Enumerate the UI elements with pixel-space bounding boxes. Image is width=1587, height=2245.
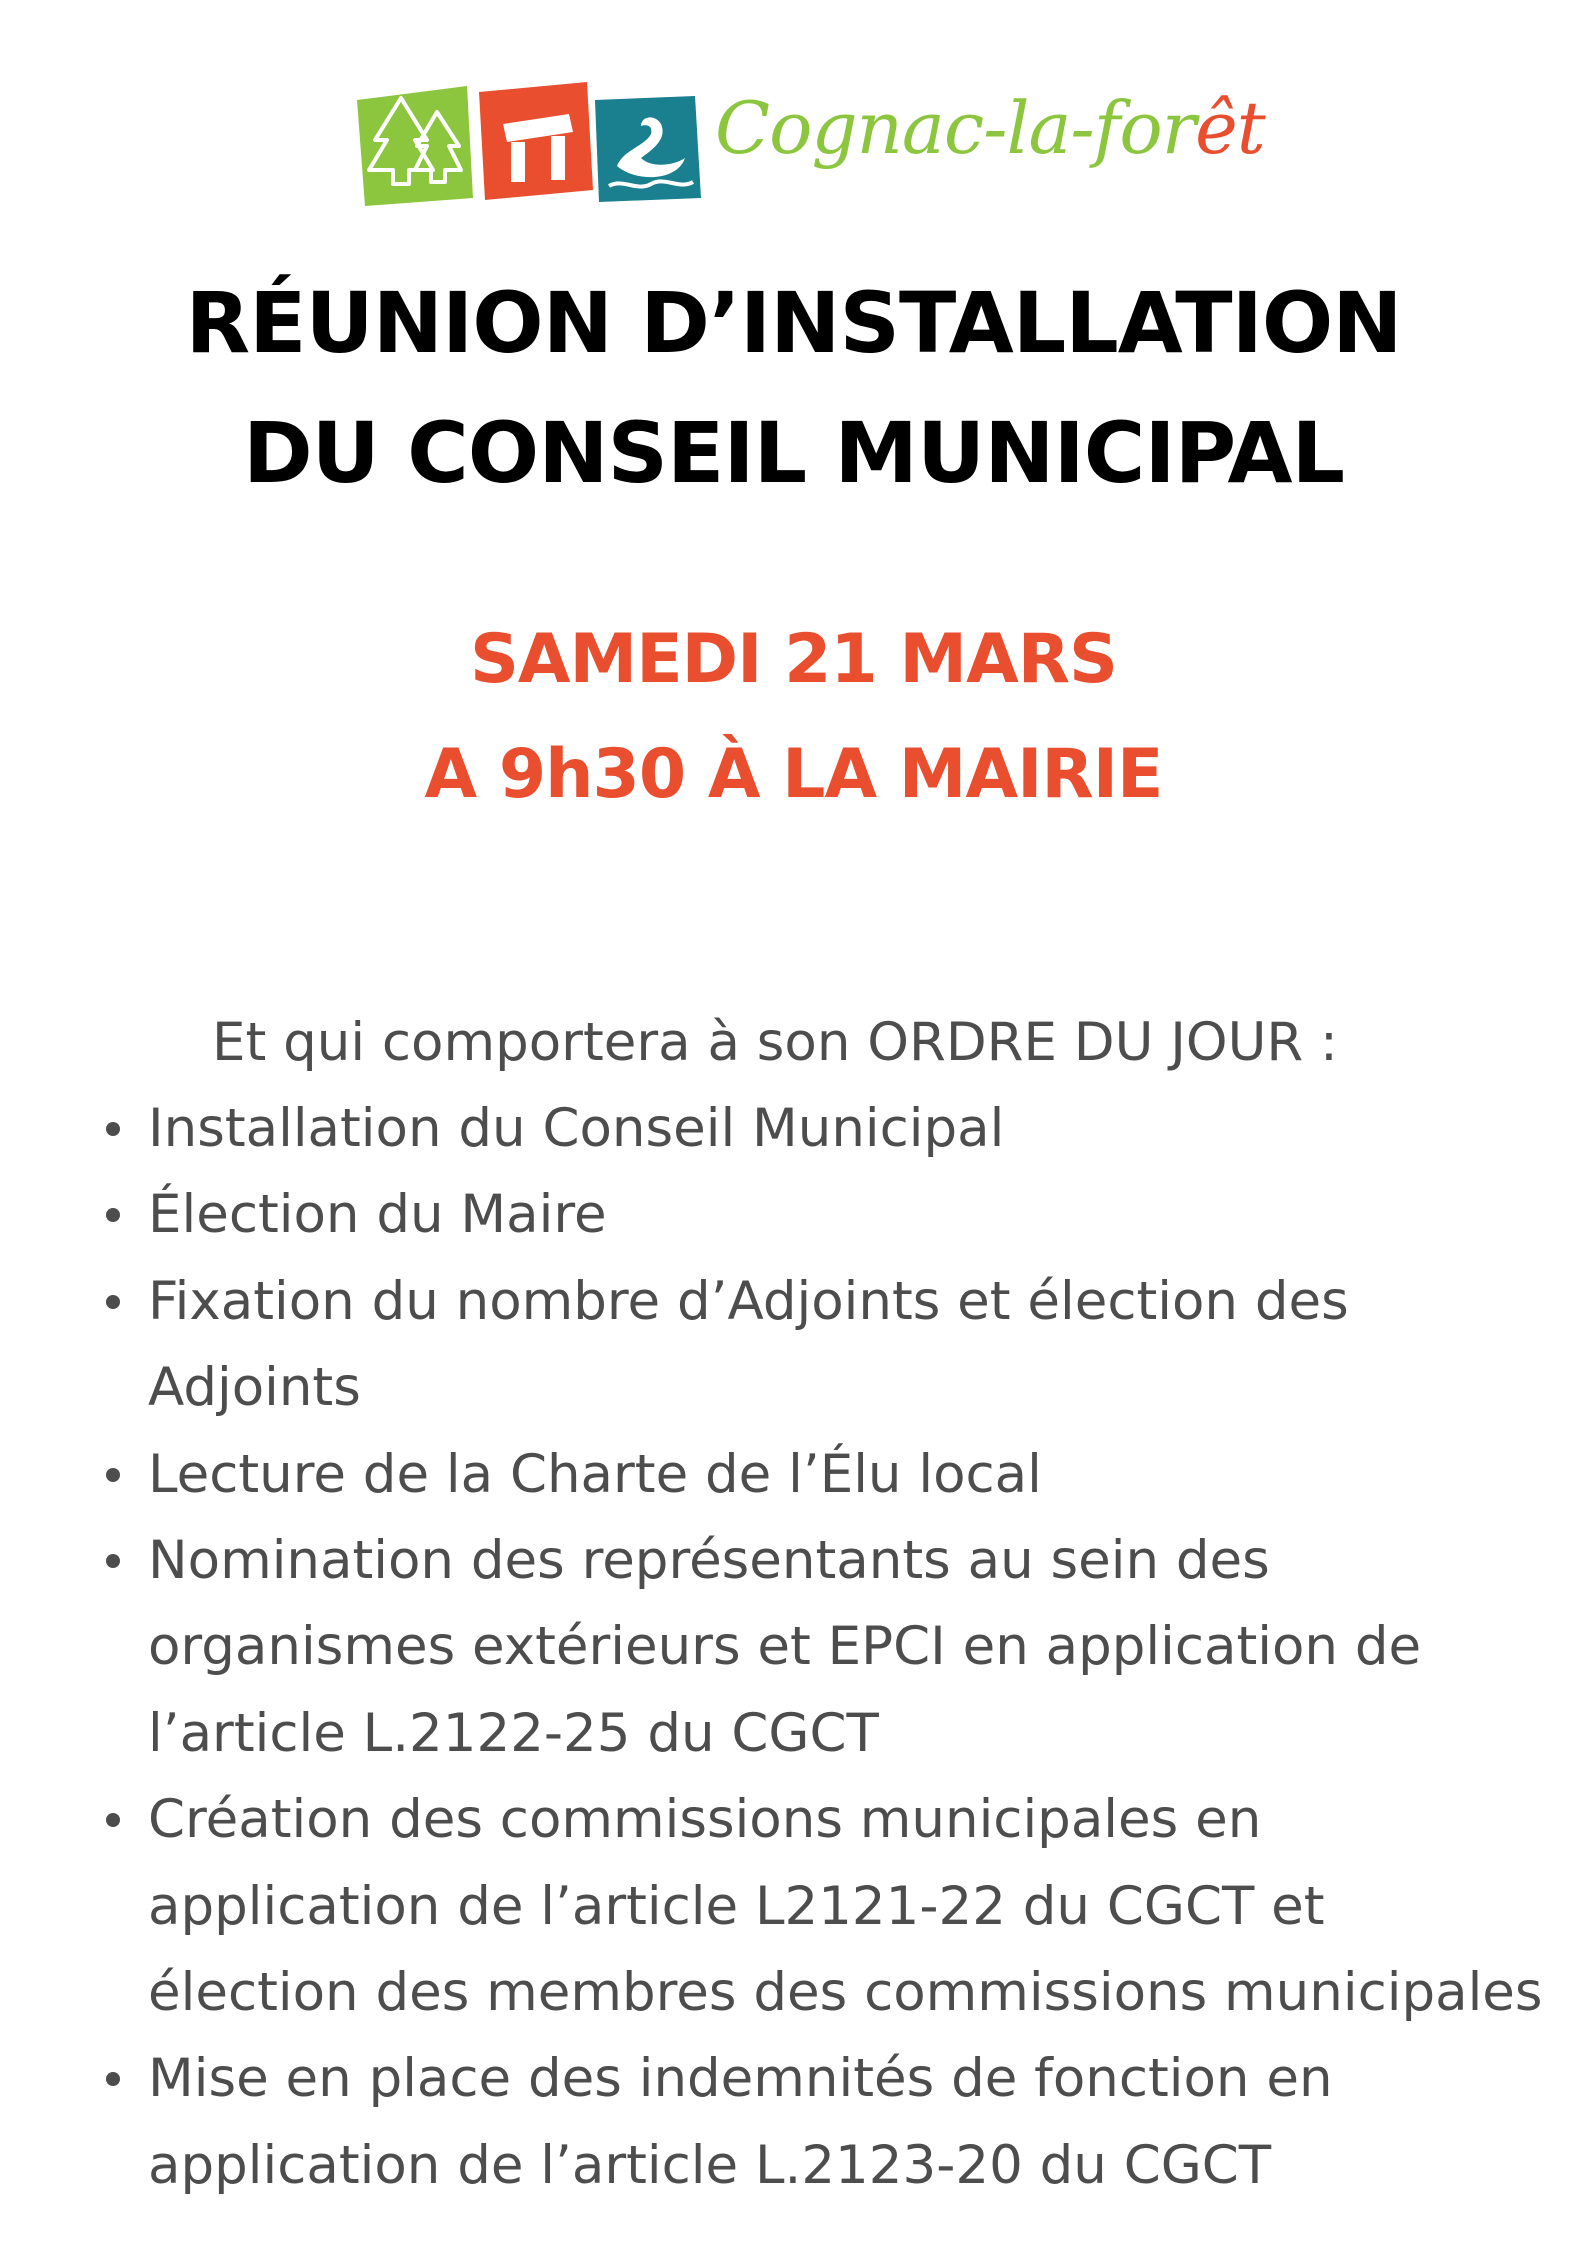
agenda-item [100,2036,1580,2209]
agenda-item [100,1432,1580,1518]
date-line-1: SAMEDI 21 MARS [469,620,1118,699]
agenda-item-text: organismes extérieurs et EPCI en application de [148,1616,1422,1678]
agenda-item-text: Adjoints [148,1357,361,1419]
agenda-item-text: application de l’article L2121-22 du CGCT et [148,1875,1325,1937]
agenda-item-text: Mise en place des indemnités de fonction en [148,2048,1333,2110]
bullet-icon [106,1813,120,1827]
agenda-item-text: Création des commissions municipales en [148,1789,1262,1851]
agenda-item [100,1518,1580,1777]
bullet-icon [106,1295,120,1309]
title-line-2: DU CONSEIL MUNICIPAL [242,404,1345,502]
agenda-item-text: Installation du Conseil Municipal [148,1098,1005,1159]
agenda-item [100,1777,1580,2036]
agenda-item [100,1086,1580,1172]
date-line-2: A 9h30 À LA MAIRIE [424,735,1163,814]
agenda-item-text: élection des membres des commissions municipales [148,1962,1543,2024]
bullet-icon [106,2072,120,2086]
bullet-icon [106,1208,120,1222]
agenda-item-text: Nomination des représentants au sein des [148,1530,1270,1592]
agenda-item-text: Élection du Maire [148,1184,607,1246]
bullet-icon [106,1468,120,1482]
title-line-1: RÉUNION D’INSTALLATION [185,274,1402,372]
logo-icons [355,78,705,208]
agenda-item-text: Lecture de la Charte de l’Élu local [148,1443,1042,1505]
agenda-item [100,1259,1580,1432]
agenda-item-text: l’article L.2122-25 du CGCT [148,1702,879,1764]
agenda-list [100,1086,1580,2209]
bullet-icon [106,1554,120,1568]
logo [355,78,1265,208]
dolmen-icon [479,82,593,200]
agenda-item-text: Fixation du nombre d’Adjoints et élection des [148,1270,1349,1332]
trees-icon [357,86,473,206]
agenda-item-text: application de l’article L.2123-20 du CGCT [148,2134,1272,2196]
bullet-icon [106,1122,120,1136]
swan-icon [595,96,701,202]
logo-wordmark: Cognac-la-forêt [715,86,1265,170]
agenda-intro: Et qui comportera à son ORDRE DU JOUR : [212,1012,1338,1073]
agenda-item [100,1172,1580,1258]
